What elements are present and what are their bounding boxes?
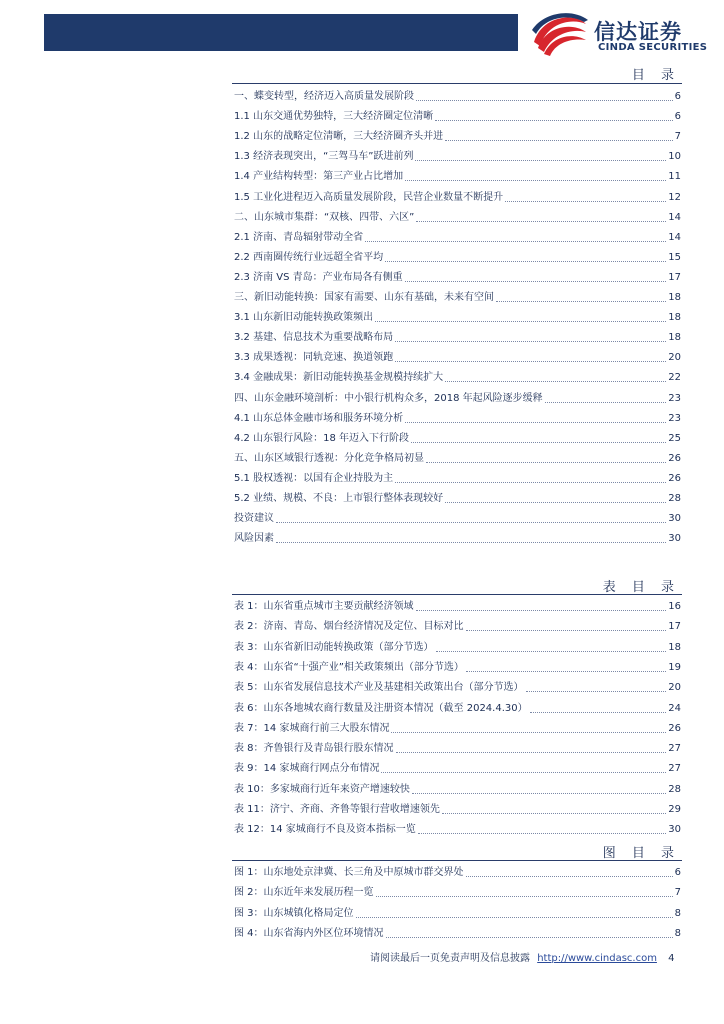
table-list-entry[interactable]: [234, 817, 681, 837]
dot-leader: [391, 732, 666, 733]
toc-entry-page: 25: [668, 432, 681, 444]
table-list-entry[interactable]: [234, 696, 681, 716]
dot-leader: [466, 876, 673, 877]
toc-entry-label: 2.3 济南 VS 青岛：产业布局各有侧重: [234, 271, 403, 283]
table-list-entry-label: 表 12：14 家城商行不良及资本指标一览: [234, 824, 416, 836]
toc-entry-page: 12: [668, 191, 681, 203]
dot-leader: [505, 201, 666, 202]
toc-entry-label: 4.1 山东总体金融市场和服务环境分析: [234, 412, 404, 424]
toc-entry-label: 五、山东区域银行透视：分化竞争格局初显: [234, 452, 424, 464]
table-list-entry-label: 表 2：济南、青岛、烟台经济情况及定位、目标对比: [234, 621, 464, 633]
dot-leader: [356, 917, 673, 918]
toc-entry-page: 18: [668, 292, 681, 303]
table-list-entry[interactable]: [234, 756, 681, 776]
table-list-entry-page: 30: [668, 824, 681, 836]
toc-entry-label: 1.5 工业化进程迈入高质量发展阶段，民营企业数量不断提升: [234, 191, 504, 203]
table-list-entry-label: 表 1：山东省重点城市主要贡献经济领域: [234, 601, 414, 612]
toc-entry-page: 6: [674, 91, 681, 102]
dot-leader: [418, 833, 666, 834]
dot-leader: [416, 610, 667, 611]
tables-title: 表 目 录: [602, 580, 680, 595]
toc-entry[interactable]: [234, 144, 681, 164]
table-list-entry-page: 20: [668, 682, 681, 694]
toc-entry-label: 5.2 业绩、规模、不良：上市银行整体表现较好: [234, 493, 444, 504]
toc-entry-label: 3.2 基建、信息技术为重要战略布局: [234, 332, 394, 344]
toc-entry[interactable]: [234, 245, 681, 265]
dot-leader: [496, 301, 666, 302]
toc-entry[interactable]: [234, 104, 681, 124]
toc-entry[interactable]: [234, 265, 681, 285]
dot-leader: [526, 691, 667, 692]
dot-leader: [466, 671, 666, 672]
toc-entry[interactable]: [234, 225, 681, 245]
footer-page-number: 4: [668, 953, 675, 964]
toc-entry-page: 30: [668, 533, 681, 545]
dot-leader: [426, 462, 666, 463]
dot-leader: [276, 522, 666, 523]
toc-entry-label: 1.2 山东的战略定位清晰，三大经济圈齐头并进: [234, 131, 444, 143]
table-list-entry[interactable]: [234, 635, 681, 655]
table-list-entry-page: 17: [668, 621, 681, 633]
figure-list-entry-page: 6: [674, 867, 681, 878]
toc-entry[interactable]: [234, 506, 681, 526]
toc-entry-page: 26: [668, 452, 681, 464]
table-list-entry-label: 表 9：14 家城商行网点分布情况: [234, 763, 380, 775]
toc-title: 目 录: [631, 68, 680, 83]
toc-entry-page: 23: [668, 392, 681, 404]
table-list-entry-page: 29: [668, 804, 681, 815]
toc-entry[interactable]: [234, 185, 681, 205]
dot-leader: [405, 281, 667, 282]
figure-list-entry[interactable]: [234, 860, 681, 880]
dot-leader: [365, 241, 666, 242]
table-list-entry[interactable]: [234, 675, 681, 695]
toc-entry[interactable]: [234, 486, 681, 506]
toc-entry-label: 三、新旧动能转换：国家有需要、山东有基础，未来有空间: [234, 292, 494, 303]
dot-leader: [396, 752, 667, 753]
toc-entry-label: 一、蝶变转型，经济迈入高质量发展阶段: [234, 91, 414, 102]
table-list-entry-page: 16: [668, 601, 681, 612]
toc-entry-page: 17: [668, 271, 681, 283]
dot-leader: [416, 100, 673, 101]
toc-entry[interactable]: [234, 325, 681, 345]
toc-entry-page: 14: [668, 211, 681, 223]
toc-entry-page: 11: [668, 171, 681, 183]
dot-leader: [445, 140, 673, 141]
logo-chinese-name: 信达证券: [594, 20, 682, 44]
table-list-entry-label: 表 3：山东省新旧动能转换政策（部分节选）: [234, 641, 434, 653]
toc-entry-label: 2.2 西南圈传统行业远超全省平均: [234, 251, 384, 263]
toc-entry-page: 15: [668, 251, 681, 263]
table-list-entry-label: 表 11：济宁、齐商、齐鲁等银行营收增速领先: [234, 804, 440, 815]
dot-leader: [376, 896, 673, 897]
toc-entry-label: 4.2 山东银行风险：18 年迈入下行阶段: [234, 432, 409, 444]
dot-leader: [442, 813, 666, 814]
dot-leader: [415, 160, 666, 161]
toc-entry-label: 四、山东金融环境剖析：中小银行机构众多，2018 年起风险逐步缓释: [234, 392, 543, 404]
dot-leader: [405, 180, 666, 181]
toc-entry-page: 28: [668, 493, 681, 504]
dot-leader: [466, 630, 667, 631]
table-list-entry[interactable]: [234, 777, 681, 797]
table-list-entry[interactable]: [234, 614, 681, 634]
toc-entry[interactable]: [234, 466, 681, 486]
toc-entry-page: 30: [668, 513, 681, 525]
table-list-entry[interactable]: [234, 736, 681, 756]
table-list-entry-label: 表 8：齐鲁银行及青岛银行股东情况: [234, 743, 394, 755]
dot-leader: [386, 937, 673, 938]
dot-leader: [395, 361, 666, 362]
figure-list-entry[interactable]: [234, 921, 681, 941]
toc-entry-page: 20: [668, 352, 681, 364]
table-list-entry-page: 26: [668, 722, 681, 734]
dot-leader: [545, 402, 667, 403]
table-list-entry[interactable]: [234, 797, 681, 817]
dot-leader: [445, 381, 666, 382]
toc-entry-page: 6: [674, 111, 681, 123]
toc-entry[interactable]: [234, 386, 681, 406]
table-list-entry-label: 表 4：山东省“十强产业”相关政策频出（部分节选）: [234, 661, 464, 673]
table-list-entry-label: 表 7：14 家城商行前三大股东情况: [234, 722, 390, 734]
toc-entry[interactable]: [234, 205, 681, 225]
dot-leader: [385, 261, 666, 262]
toc-entry-label: 二、山东城市集群：“双核、四带、六区”: [234, 211, 415, 223]
table-list-entry[interactable]: [234, 594, 681, 614]
footer-disclaimer: 请阅读最后一页免责声明及信息披露: [370, 953, 530, 964]
toc-entry-label: 1.4 产业结构转型：第三产业占比增加: [234, 171, 404, 183]
figure-list-entry-page: 8: [674, 927, 681, 939]
toc-entry-page: 7: [674, 131, 681, 143]
toc-entry[interactable]: [234, 84, 681, 104]
toc-entry[interactable]: [234, 426, 681, 446]
toc-entry[interactable]: [234, 365, 681, 385]
toc-entry-page: 18: [668, 332, 681, 344]
toc-entry[interactable]: [234, 124, 681, 144]
table-list-entry-page: 27: [668, 743, 681, 755]
table-list-entry-page: 24: [668, 702, 681, 714]
figure-list-entry-label: 图 2：山东近年来发展历程一览: [234, 887, 374, 899]
table-list-entry-label: 表 6：山东各地城农商行数量及注册资本情况（截至 2024.4.30）: [234, 702, 528, 714]
page-footer: [370, 949, 675, 964]
dot-leader: [445, 502, 666, 503]
toc-entry[interactable]: [234, 164, 681, 184]
toc-entry-page: 14: [668, 231, 681, 243]
figure-list-entry-page: 8: [674, 907, 681, 919]
toc-entry-page: 22: [668, 372, 681, 384]
dot-leader: [416, 221, 666, 222]
toc-entry-page: 23: [668, 412, 681, 424]
figure-list-entry-label: 图 3：山东城镇化格局定位: [234, 907, 354, 919]
table-list-entry[interactable]: [234, 655, 681, 675]
figure-list-entry-page: 7: [674, 887, 681, 899]
toc-entry-page: 10: [668, 151, 681, 163]
table-list-entry-page: 27: [668, 763, 681, 775]
dot-leader: [395, 341, 666, 342]
toc-entry[interactable]: [234, 345, 681, 365]
table-list-entry-page: 28: [668, 783, 681, 795]
toc-entry-label: 风险因素: [234, 533, 274, 545]
dot-leader: [412, 793, 666, 794]
dot-leader: [381, 772, 666, 773]
toc-entry-label: 1.1 山东交通优势独特，三大经济圈定位清晰: [234, 111, 434, 123]
header-banner: [44, 14, 518, 51]
toc-entry[interactable]: [234, 305, 681, 325]
table-list-entry[interactable]: [234, 716, 681, 736]
figure-list-entry-label: 图 4：山东省海内外区位环境情况: [234, 927, 384, 939]
logo-english-name: CINDA SECURITIES: [598, 42, 708, 53]
dot-leader: [435, 120, 673, 121]
toc-entry-label: 3.3 成果透视：同轨竞速、换道领跑: [234, 352, 394, 364]
figure-list-entry-label: 图 1：山东地处京津冀、长三角及中原城市群交界处: [234, 867, 464, 878]
dot-leader: [375, 321, 666, 322]
table-list-entry-page: 19: [668, 661, 681, 673]
toc-entry-label: 3.4 金融成果：新旧动能转换基金规模持续扩大: [234, 372, 444, 384]
toc-entry-page: 26: [668, 472, 681, 484]
toc-entry-page: 18: [668, 312, 681, 324]
dot-leader: [405, 422, 666, 423]
toc-entry[interactable]: [234, 526, 681, 546]
dot-leader: [411, 442, 666, 443]
toc-entry[interactable]: [234, 285, 681, 305]
toc-entry-label: 投资建议: [234, 513, 274, 525]
figures-title: 图 目 录: [602, 846, 680, 861]
footer-website-link[interactable]: http://www.cindasc.com: [537, 953, 657, 964]
toc-entry[interactable]: [234, 406, 681, 426]
figure-list-entry[interactable]: [234, 880, 681, 900]
dot-leader: [530, 712, 667, 713]
toc-entry-label: 2.1 济南、青岛辐射带动全省: [234, 231, 364, 243]
toc-entry[interactable]: [234, 446, 681, 466]
cinda-logo: [528, 12, 718, 58]
dot-leader: [276, 542, 666, 543]
toc-entry-label: 5.1 股权透视：以国有企业持股为主: [234, 472, 394, 484]
toc-entry-label: 1.3 经济表现突出，“三驾马车”跃进前列: [234, 151, 414, 163]
dot-leader: [436, 651, 667, 652]
table-list-entry-label: 表 5：山东省发展信息技术产业及基建相关政策出台（部分节选）: [234, 682, 524, 694]
figure-list-entry[interactable]: [234, 901, 681, 921]
cinda-logo-icon: [528, 12, 590, 58]
table-list-entry-label: 表 10：多家城商行近年来资产增速较快: [234, 783, 410, 795]
dot-leader: [395, 482, 666, 483]
table-list-entry-page: 18: [668, 641, 681, 653]
toc-entry-label: 3.1 山东新旧动能转换政策频出: [234, 312, 374, 324]
